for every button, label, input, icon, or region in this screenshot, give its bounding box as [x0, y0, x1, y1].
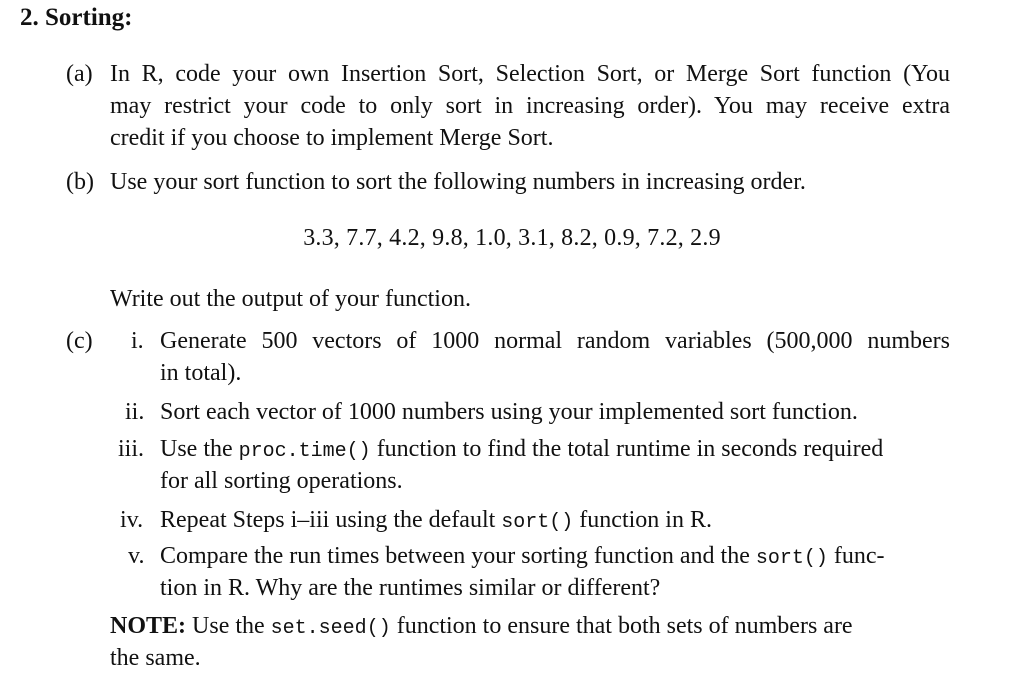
- item-iv-text-pre: Repeat Steps i–iii using the default: [160, 507, 502, 533]
- part-a-line-1: In R, code your own Insertion Sort, Selection Sort, or Merge Sort function (You: [110, 61, 950, 87]
- item-v-line-2: tion in R. Why are the runtimes similar or different?: [160, 575, 661, 601]
- note-line-1: [110, 610, 853, 645]
- part-b-line-1: Use your sort function to sort the following numbers in increasing order.: [110, 169, 806, 195]
- item-ii-marker: ii.: [125, 399, 145, 425]
- set-seed-code: set.seed(): [270, 617, 391, 640]
- item-v-marker: v.: [128, 543, 145, 569]
- item-ii-line-1: Sort each vector of 1000 numbers using your implemented sort function.: [160, 399, 858, 425]
- note-text-pre: Use the: [186, 613, 271, 639]
- item-iv-text-post: function in R.: [573, 507, 712, 533]
- item-v-line-1: [160, 540, 885, 575]
- item-v-text-pre: Compare the run times between your sorting function and the: [160, 543, 756, 569]
- item-iv-marker: iv.: [120, 507, 144, 533]
- item-i-line-2: in total).: [160, 360, 242, 386]
- section-number: 2.: [20, 4, 39, 31]
- note-line-2: the same.: [110, 645, 201, 671]
- section-title: Sorting:: [45, 4, 133, 31]
- part-b-marker: (b): [66, 169, 94, 195]
- part-b-line-2: Write out the output of your function.: [110, 286, 471, 312]
- item-i-marker: i.: [131, 328, 144, 354]
- item-i-line-1: Generate 500 vectors of 1000 normal random variables (500,000 numbers: [160, 328, 950, 354]
- number-list: 3.3, 7.7, 4.2, 9.8, 1.0, 3.1, 8.2, 0.9, 7.2, 2.9: [303, 225, 721, 251]
- item-iii-line-2: for all sorting operations.: [160, 468, 403, 494]
- part-a-marker: (a): [66, 61, 93, 87]
- item-iii-line-1: [160, 433, 883, 468]
- section-heading: [20, 2, 133, 34]
- part-a-line-3: credit if you choose to implement Merge Sort.: [110, 125, 554, 151]
- part-a-line-2: may restrict your code to only sort in increasing order). You may receive extra: [110, 93, 950, 119]
- part-c-marker: (c): [66, 328, 93, 354]
- item-v-text-post: func-: [827, 543, 885, 569]
- proc-time-code: proc.time(): [238, 440, 371, 463]
- sort-code: sort(): [501, 511, 574, 534]
- note-label: NOTE:: [110, 613, 187, 639]
- item-iii-marker: iii.: [118, 436, 145, 462]
- sort-code: sort(): [755, 547, 828, 570]
- item-iv-line-1: [160, 504, 712, 539]
- item-iii-text-post: function to find the total runtime in seconds required: [370, 436, 884, 462]
- note-text-post: function to ensure that both sets of numbers are: [390, 613, 853, 639]
- item-iii-text-pre: Use the: [160, 436, 239, 462]
